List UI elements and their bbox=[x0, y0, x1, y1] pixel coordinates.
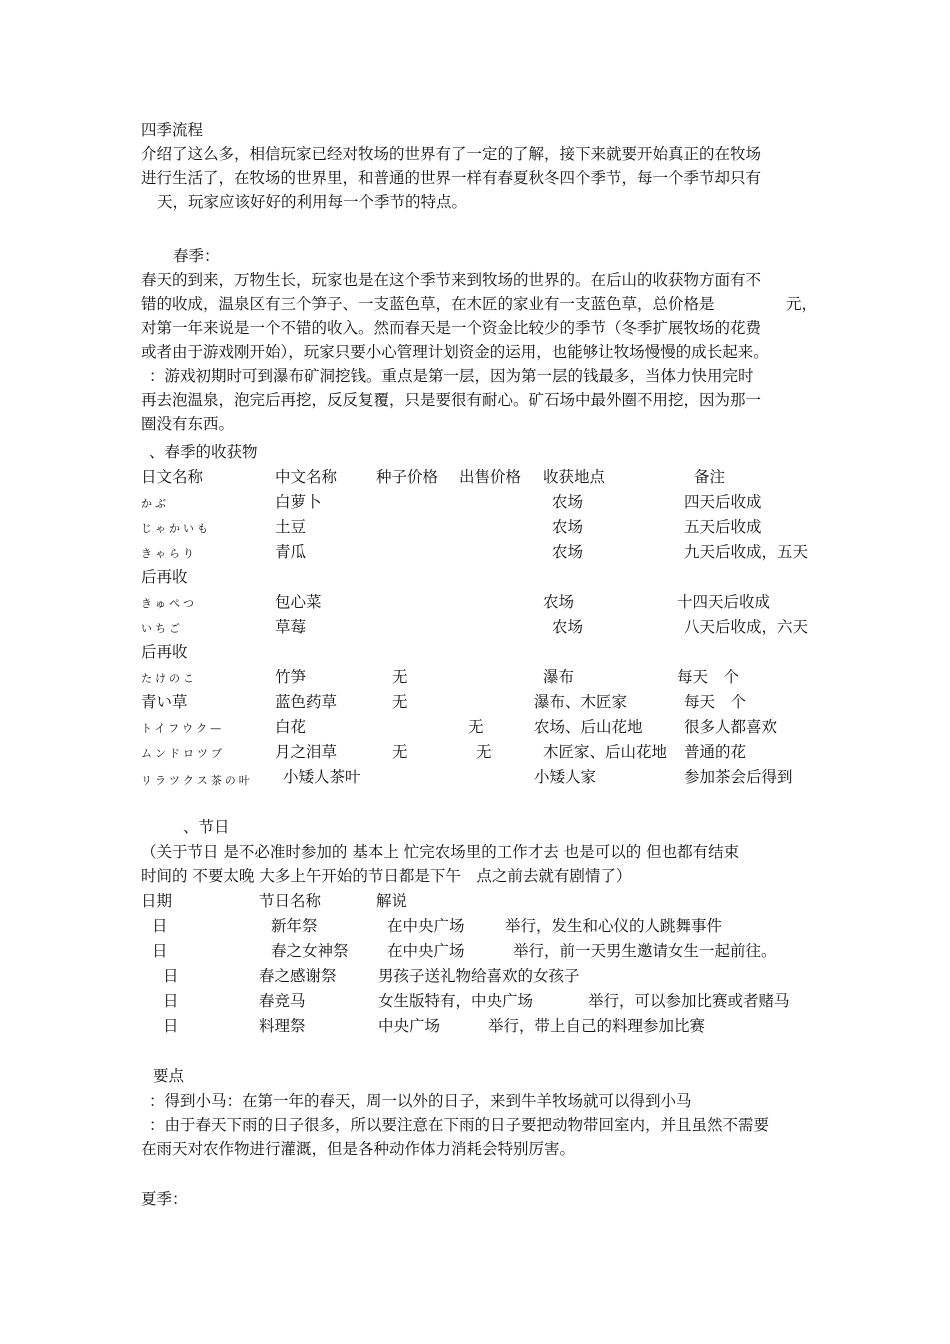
spring-paragraph-line-1: 春天的到来，万物生长，玩家也是在这个季节来到牧场的世界的。在后山的收获物方面有不 bbox=[141, 271, 762, 289]
harvest-col-note: 备注 bbox=[694, 468, 726, 486]
spring-paragraph-line-4: 或者由于游戏刚开始），玩家只要小心管理计划资金的运用，也能够让牧场慢慢的成长起来。 bbox=[141, 343, 769, 361]
document-title: 四季流程 bbox=[141, 121, 204, 139]
spring-paragraph-line-2: 错的收成，温泉区有三个笋子、一支蓝色草，在木匠的家业有一支蓝色草，总价格是 bbox=[141, 295, 715, 313]
spring-paragraph-line-6: 再去泡温泉，泡完后再挖，反反复覆，只是要很有耐心。矿石场中最外圈不用挖，因为那一 bbox=[141, 391, 762, 409]
harvest-row-5-note-wrap: 后再收 bbox=[141, 643, 188, 661]
harvest-heading: 、春季的收获物 bbox=[149, 443, 258, 461]
intro-line-3: 天，玩家应该好好的利用每一个季节的特点。 bbox=[157, 193, 468, 211]
harvest-col-sell: 出售价格 bbox=[459, 468, 522, 486]
festival-heading: 、节日 bbox=[183, 818, 230, 836]
spring-paragraph-line-2-end: 元， bbox=[786, 295, 818, 313]
harvest-col-jp: 日文名称 bbox=[141, 468, 204, 486]
harvest-col-seed: 种子价格 bbox=[376, 468, 439, 486]
spring-paragraph-line-5: ：游戏初期时可到瀑布矿洞挖钱。重点是第一层，因为第一层的钱最多，当体力快用完时 bbox=[149, 367, 754, 385]
points-heading: 要点 bbox=[153, 1067, 185, 1085]
spring-paragraph-line-7: 圈没有东西。 bbox=[141, 415, 235, 433]
spring-paragraph-line-3: 对第一年来说是一个不错的收入。然而春天是一个资金比较少的季节（冬季扩展牧场的花费 bbox=[141, 319, 762, 337]
points-line-1: ：得到小马：在第一年的春天，周一以外的日子，来到牛羊牧场就可以得到小马 bbox=[149, 1092, 692, 1110]
points-line-3: 在雨天对农作物进行灌溉，但是各种动作体力消耗会特别厉害。 bbox=[141, 1140, 576, 1158]
harvest-row-3-note-wrap: 后再收 bbox=[141, 568, 188, 586]
intro-line-2: 进行生活了，在牧场的世界里，和普通的世界一样有春夏秋冬四个季节，每一个季节却只有 bbox=[141, 169, 762, 187]
harvest-col-cn: 中文名称 bbox=[275, 468, 338, 486]
harvest-col-place: 收获地点 bbox=[543, 468, 606, 486]
document-page: 四季流程 介绍了这么多，相信玩家已经对牧场的世界有了一定的了解，接下来就要开始真正的在牧场 进行生活了，在牧场的世界里，和普通的世界一样有春夏秋冬四个季节，每一个季节却只有 天，玩家应该好好的利用每一个季节的特点。 春季： 春天的到来，万物生长，玩家也是在这个季节来到牧场的世界的。在后山的收获物方面有不 错的收成，温泉区有三个笋子、一支蓝色草，在木匠的家业有一支蓝色草，总价格是 元， 对第一年来说是一个不错的收入。然而春天是一个资金比较少的季节（冬季扩展牧场的花费 或者由于游戏刚开始），玩家只要小心管理计划资金的运用，也能够让牧场慢慢的成长起来。 ：游戏初期时可到瀑布矿洞挖钱。重点是第一层，因为第一层的钱最多，当体力快用完时 再去泡温泉，泡完后再挖，反反复覆，只是要很有耐心。矿石场中最外圈不用挖，因为那一 圈没有东西。 、春季的收获物 日文名称 中文名称 种子价格 出售价格 收获地点 备注 かぶ 白萝卜 农场 四天后收成 じゃかいも 土豆 农场 五天后收成 きゃらり 青瓜 农场 九天后收成，五天 后再收 きゅぺつ 包心菜 农场 十四天后收成 いちご 草莓 农场 八天后收成，六天 后再收 たけのこ 竹笋 无 瀑布 每天 个 青い草 蓝色药草 无 瀑布、木匠家 每天 个 トイフウク— 白花 无 农场、后山花地 很多人都喜欢 ムンドロツブ 月之泪草 无 无 木匠家、后山花地 普通的花 リラツクス茶の叶 小矮人茶叶 小矮人家 参加茶会后得到 、节日 （关于节日 是不必准时参加的 基本上 忙完农场里的工作才去 也是可以的 但也都有结束 时间的 不要太晚 大多上午开始的节日都是下午 点之前去就有剧情了） 日期 节日名称 解说 日 新年祭 在中央广场 举行，发生和心仪的人跳舞事件 日 春之女神祭 在中央广场 举行，前一天男生邀请女生一起前往。 日 春之感谢祭 男孩子送礼物给喜欢的女孩子 日 春竞马 女生版特有，中央广场 举行，可以参加比赛或者赌马 日 料理祭 中央广场 举行，带上自己的料理参加比赛 要点 ：得到小马：在第一年的春天，周一以外的日子，来到牛羊牧场就可以得到小马 ：由于春天下雨的日子很多，所以要注意在下雨的日子要把动物带回室内，并且虽然不需要 在雨天对农作物进行灌溉，但是各种动作体力消耗会特别厉害。 夏季： bbox=[0, 0, 950, 1344]
spring-heading: 春季： bbox=[173, 247, 220, 265]
intro-line-1: 介绍了这么多，相信玩家已经对牧场的世界有了一定的了解，接下来就要开始真正的在牧场 bbox=[141, 145, 762, 163]
festival-note-line-2: 时间的 不要太晚 大多上午开始的节日都是下午 点之前去就有剧情了） bbox=[141, 867, 632, 885]
summer-heading: 夏季： bbox=[141, 1190, 188, 1208]
festival-note-line-1: （关于节日 是不必准时参加的 基本上 忙完农场里的工作才去 也是可以的 但也都有结束 bbox=[141, 843, 740, 861]
points-line-2: ：由于春天下雨的日子很多，所以要注意在下雨的日子要把动物带回室内，并且虽然不需要 bbox=[149, 1116, 770, 1134]
